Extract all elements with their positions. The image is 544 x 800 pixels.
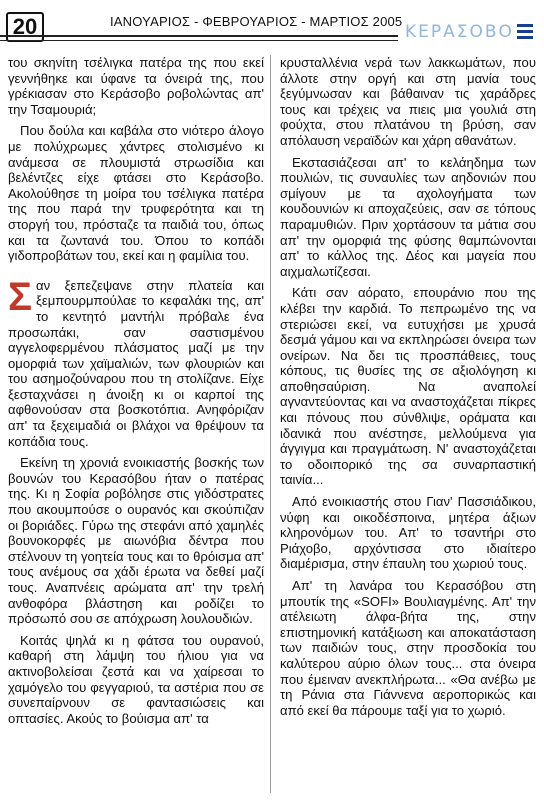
page-number: 20 [6,12,44,42]
publication-title: ΚΕΡΑΣΟΒΟ [405,22,514,42]
issue-date: ΙΑΝΟΥΑΡΙΟΣ - ΦΕΒΡΟΥΑΡΙΟΣ - ΜΑΡΤΙΟΣ 2005 [110,14,403,29]
right-column [280,55,536,724]
paragraph: Εκστασιάζεσαι απ' το κελάηδημα των πουλιών, τις συναυλίες των αηδονιών που σμίγουν με τα αχολογήματα των κουδουνιών κι αποχαζεύεις, σαν σε τόπους παραμυθιών. Πριν χορτάσουν τα μάτια σου απ' την ομορφιά της φύσης θαμπώνονται απ' το κάλλος της. Δέος και μαγεία που αιχμαλωτίζεσαι. [280,154,536,279]
paragraph: Κάτι σαν αόρατο, επουράνιο που της κλέβει την καρδιά. Το πεπρωμένο της να στεριώσει εκεί, να ευτυχήσει με χρυσά δεσμά γάμου και να εκπληρώσει όνειρα των ονείρων. Να δει τις προσπάθειες, τους κόπους, τις θυσίες της σε αξιολόγηση κι αποθησαύριση. Να αναπολεί αγναντεύοντας και να αναστοχάζεται πίκρες και πόνους που σύνθλιψε, οράματα και ιδανικά που ανέστησε, μελλούμενα για άγγιγμα και πραγμάτωση. Ν' αναστοχάζεται το οδοιπορικό της σα συναρπαστική ταινία... [280,285,536,488]
left-column [8,55,264,732]
paragraph: κρυσταλλένια νερά των λακκωμάτων, που άλλοτε στην οργή και στη μανία τους ξεγύμνωσαν και βάθαιναν τις χαράδρες τους και τρέχεις να πιεις μια γουλιά στη φούχτα, στου πλατάνου τη βρύση, σαν απόλαυση νεραϊδών και χάρη αθανάτων. [280,55,536,148]
paragraph: Κοιτάς ψηλά κι η φάτσα του ουρανού, καθαρή στη λάμψη του ήλιου για να ακτινοβολείσαι ζεστά και να χαίρεσαι το χαμόγελο του φεγγαριού, τα αστέρια που σε συνεπαίρνουν σε φαντασιώσεις και οπτασίες. Ακούς το βούισμα απ' τα [8,632,264,726]
paragraph: Απ' τη λανάρα του Κερασόβου στη μπουτίκ της «SOFI» Βουλιαγμένης. Απ' την ατέλειωτη άλφα-βήτα της, στην επιστημονική κατάξιωση και αποκατάσταση των παιδιών τους, στην προσδοκία του καλύτερου αύριο όλων τους... στα όνειρα που έμειναν ανεκπλήρωτα... «Θα ανέβω με τη Ράνια στα Γιάννενα αεροπορικώς και από εκεί θα πάρουμε ταξί για το χωριό. [280,578,536,718]
column-divider [270,55,271,793]
greek-flag-icon [517,24,533,40]
paragraph: Από ενοικιαστής στου Γιαν' Πασσιάδικου, νύφη και οικοδέσποινα, μητέρα άξιων κληρονόμων του. Απ' το τσαντήρι στο Ριάχοβο, αρχόντισσα στο ιδιαίτερο διαμέρισμα, στην έπαυλη του χωριού τους. [280,494,536,572]
page-header [0,0,544,46]
header-rule-thin [0,40,398,41]
paragraph: Που δούλα και καβάλα στο νιότερο άλογο με πολύχρωμες χάντρες στολισμένο κι ανάμεσα σε πλουμιστά στρωσίδια και βελέντζες είχε φτάσει στο Κεράσοβο. Ακολούθησε τη μοίρα του τσέλιγκα πατέρα της που παρά την τρυφερότητα και τη στοργή του, πρόσταζε τα παιδιά του, όπως και τα ζωντανά του. Όπου το κοπάδι γιδοπροβάτων του, εκεί και η φαμίλια του. [8,123,264,264]
drop-cap: Σ [8,274,33,319]
paragraph-text: αν ξεπεζεψανε στην πλατεία και ξεμπουρμπούλαε το κεφαλάκι της, απ' το κεντητό μαντήλι πρόβαλε ένα προσωπάκι, σαν σαστισμένου αγγελοφερμένου πλάσματος μαζί με την ομορφιά των χαϊμαλιών, των φλουριών και του ασημοζούναρου που τη στολίζανε. Είχε ξεσταχνάσει η άνοιξη κι οι καρποί της αφθονούσαν στα βοσκοτόπια. Ανηφόριζαν απ' τα ξεχειμαδιά οι βλάχοι να θρέψουν τα κοπάδια τους. [8,277,264,449]
paragraph-dropcap [8,274,264,450]
paragraph: του σκηνίτη τσέλιγκα πατέρα της που εκεί γεννήθηκε και ύφανε τα όνειρά της, που γρέκιασαν στο Κεράσοβο ροβολώντας απ' την Τσαμουριά; [8,55,264,117]
header-rule [0,35,398,37]
paragraph: Εκείνη τη χρονιά ενοικιαστής βοσκής των βουνών του Κερασόβου ήταν ο πατέρας της. Κι η Σοφία ροβόλησε στις γιδόστρατες που ακουμπούσε ο ουρανός και σκούπιζαν οι βοριάδες. Γύρω της στεφάνι από χαμηλές βουνοκορφές με αιωνόβια δέντρα που στέλνουν τη γοητεία τους και το θρόισμα απ' τους ανέμους σα χάδι έρωτα να δεθεί μαζί τους. Αναπνέεις αρώματα απ' την τρελή ανθοφόρα βλάστηση και ροδίζει το πρόσωπό σου σε απόχρωση λουλουδιών. [8,455,264,627]
